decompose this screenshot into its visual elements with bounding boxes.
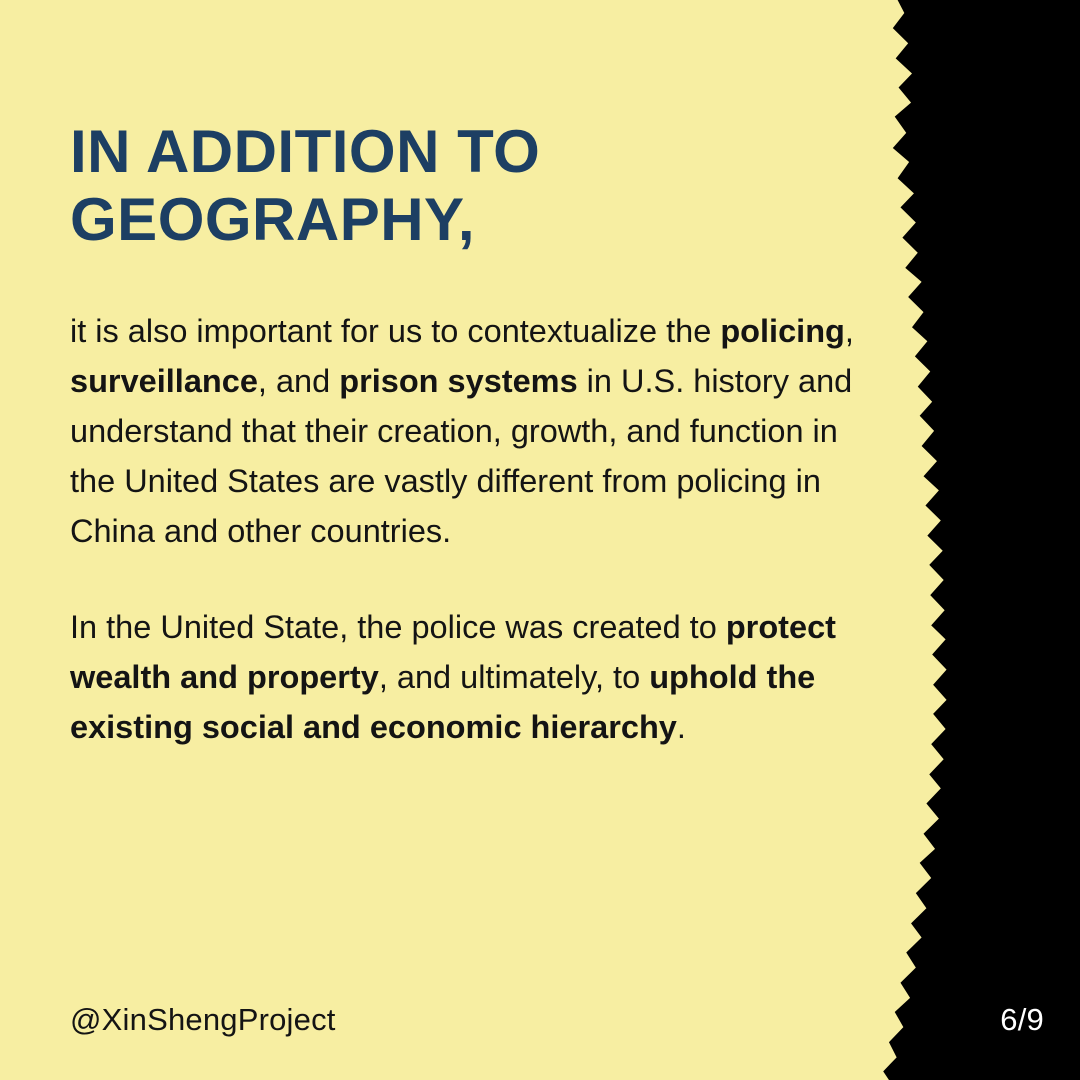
page-title: IN ADDITION TO GEOGRAPHY,: [70, 118, 541, 253]
body-paragraph-1: it is also important for us to contextualize the policing, surveillance, and prison systems in U.S. history and understand that their creation, growth, and function in the United States are vastly different from policing in China and other countries.: [70, 312, 854, 549]
account-handle: @XinShengProject: [70, 1002, 336, 1037]
body-paragraph-2: In the United State, the police was created to protect wealth and property, and ultimately, to uphold the existing social and economic hierarchy.: [70, 608, 836, 745]
page-counter: 6/9: [1000, 1002, 1044, 1037]
